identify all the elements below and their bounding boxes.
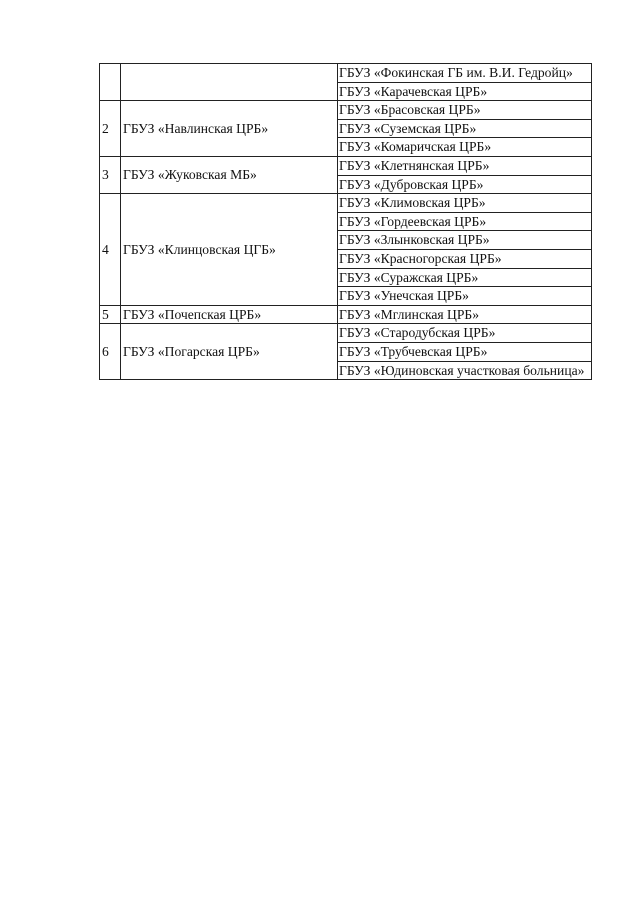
table-row (100, 305, 592, 324)
table-body (100, 64, 592, 380)
main-hospital: ГБУЗ «Жуковская МБ» (121, 156, 338, 193)
main-hospital: ГБУЗ «Клинцовская ЦГБ» (121, 194, 338, 306)
main-hospital: ГБУЗ «Почепская ЦРБ» (121, 305, 338, 324)
table-row (100, 194, 592, 213)
attached-hospital: ГБУЗ «Юдиновская участковая больница» (338, 361, 592, 380)
main-hospital: ГБУЗ «Погарская ЦРБ» (121, 324, 338, 380)
table-row (100, 64, 592, 83)
row-number: 4 (100, 194, 121, 306)
row-number: 2 (100, 101, 121, 157)
attached-hospital: ГБУЗ «Карачевская ЦРБ» (338, 82, 592, 101)
attached-hospital: ГБУЗ «Дубровская ЦРБ» (338, 175, 592, 194)
main-hospital (121, 64, 338, 101)
attached-hospital: ГБУЗ «Стародубская ЦРБ» (338, 324, 592, 343)
row-number: 3 (100, 156, 121, 193)
attached-hospital: ГБУЗ «Унечская ЦРБ» (338, 287, 592, 306)
attached-hospital: ГБУЗ «Климовская ЦРБ» (338, 194, 592, 213)
attached-hospital: ГБУЗ «Клетнянская ЦРБ» (338, 156, 592, 175)
main-hospital: ГБУЗ «Навлинская ЦРБ» (121, 101, 338, 157)
attached-hospital: ГБУЗ «Фокинская ГБ им. В.И. Гедройц» (338, 64, 592, 83)
attached-hospital: ГБУЗ «Суземская ЦРБ» (338, 119, 592, 138)
table-row (100, 324, 592, 343)
row-number: 5 (100, 305, 121, 324)
attached-hospital: ГБУЗ «Мглинская ЦРБ» (338, 305, 592, 324)
attached-hospital: ГБУЗ «Брасовская ЦРБ» (338, 101, 592, 120)
attached-hospital: ГБУЗ «Комаричская ЦРБ» (338, 138, 592, 157)
attached-hospital: ГБУЗ «Трубчевская ЦРБ» (338, 342, 592, 361)
row-number (100, 64, 121, 101)
attached-hospital: ГБУЗ «Злынковская ЦРБ» (338, 231, 592, 250)
table-row (100, 156, 592, 175)
table-row (100, 101, 592, 120)
attached-hospital: ГБУЗ «Красногорская ЦРБ» (338, 249, 592, 268)
attached-hospital: ГБУЗ «Гордеевская ЦРБ» (338, 212, 592, 231)
row-number: 6 (100, 324, 121, 380)
hospital-assignment-table (99, 63, 592, 380)
attached-hospital: ГБУЗ «Суражская ЦРБ» (338, 268, 592, 287)
